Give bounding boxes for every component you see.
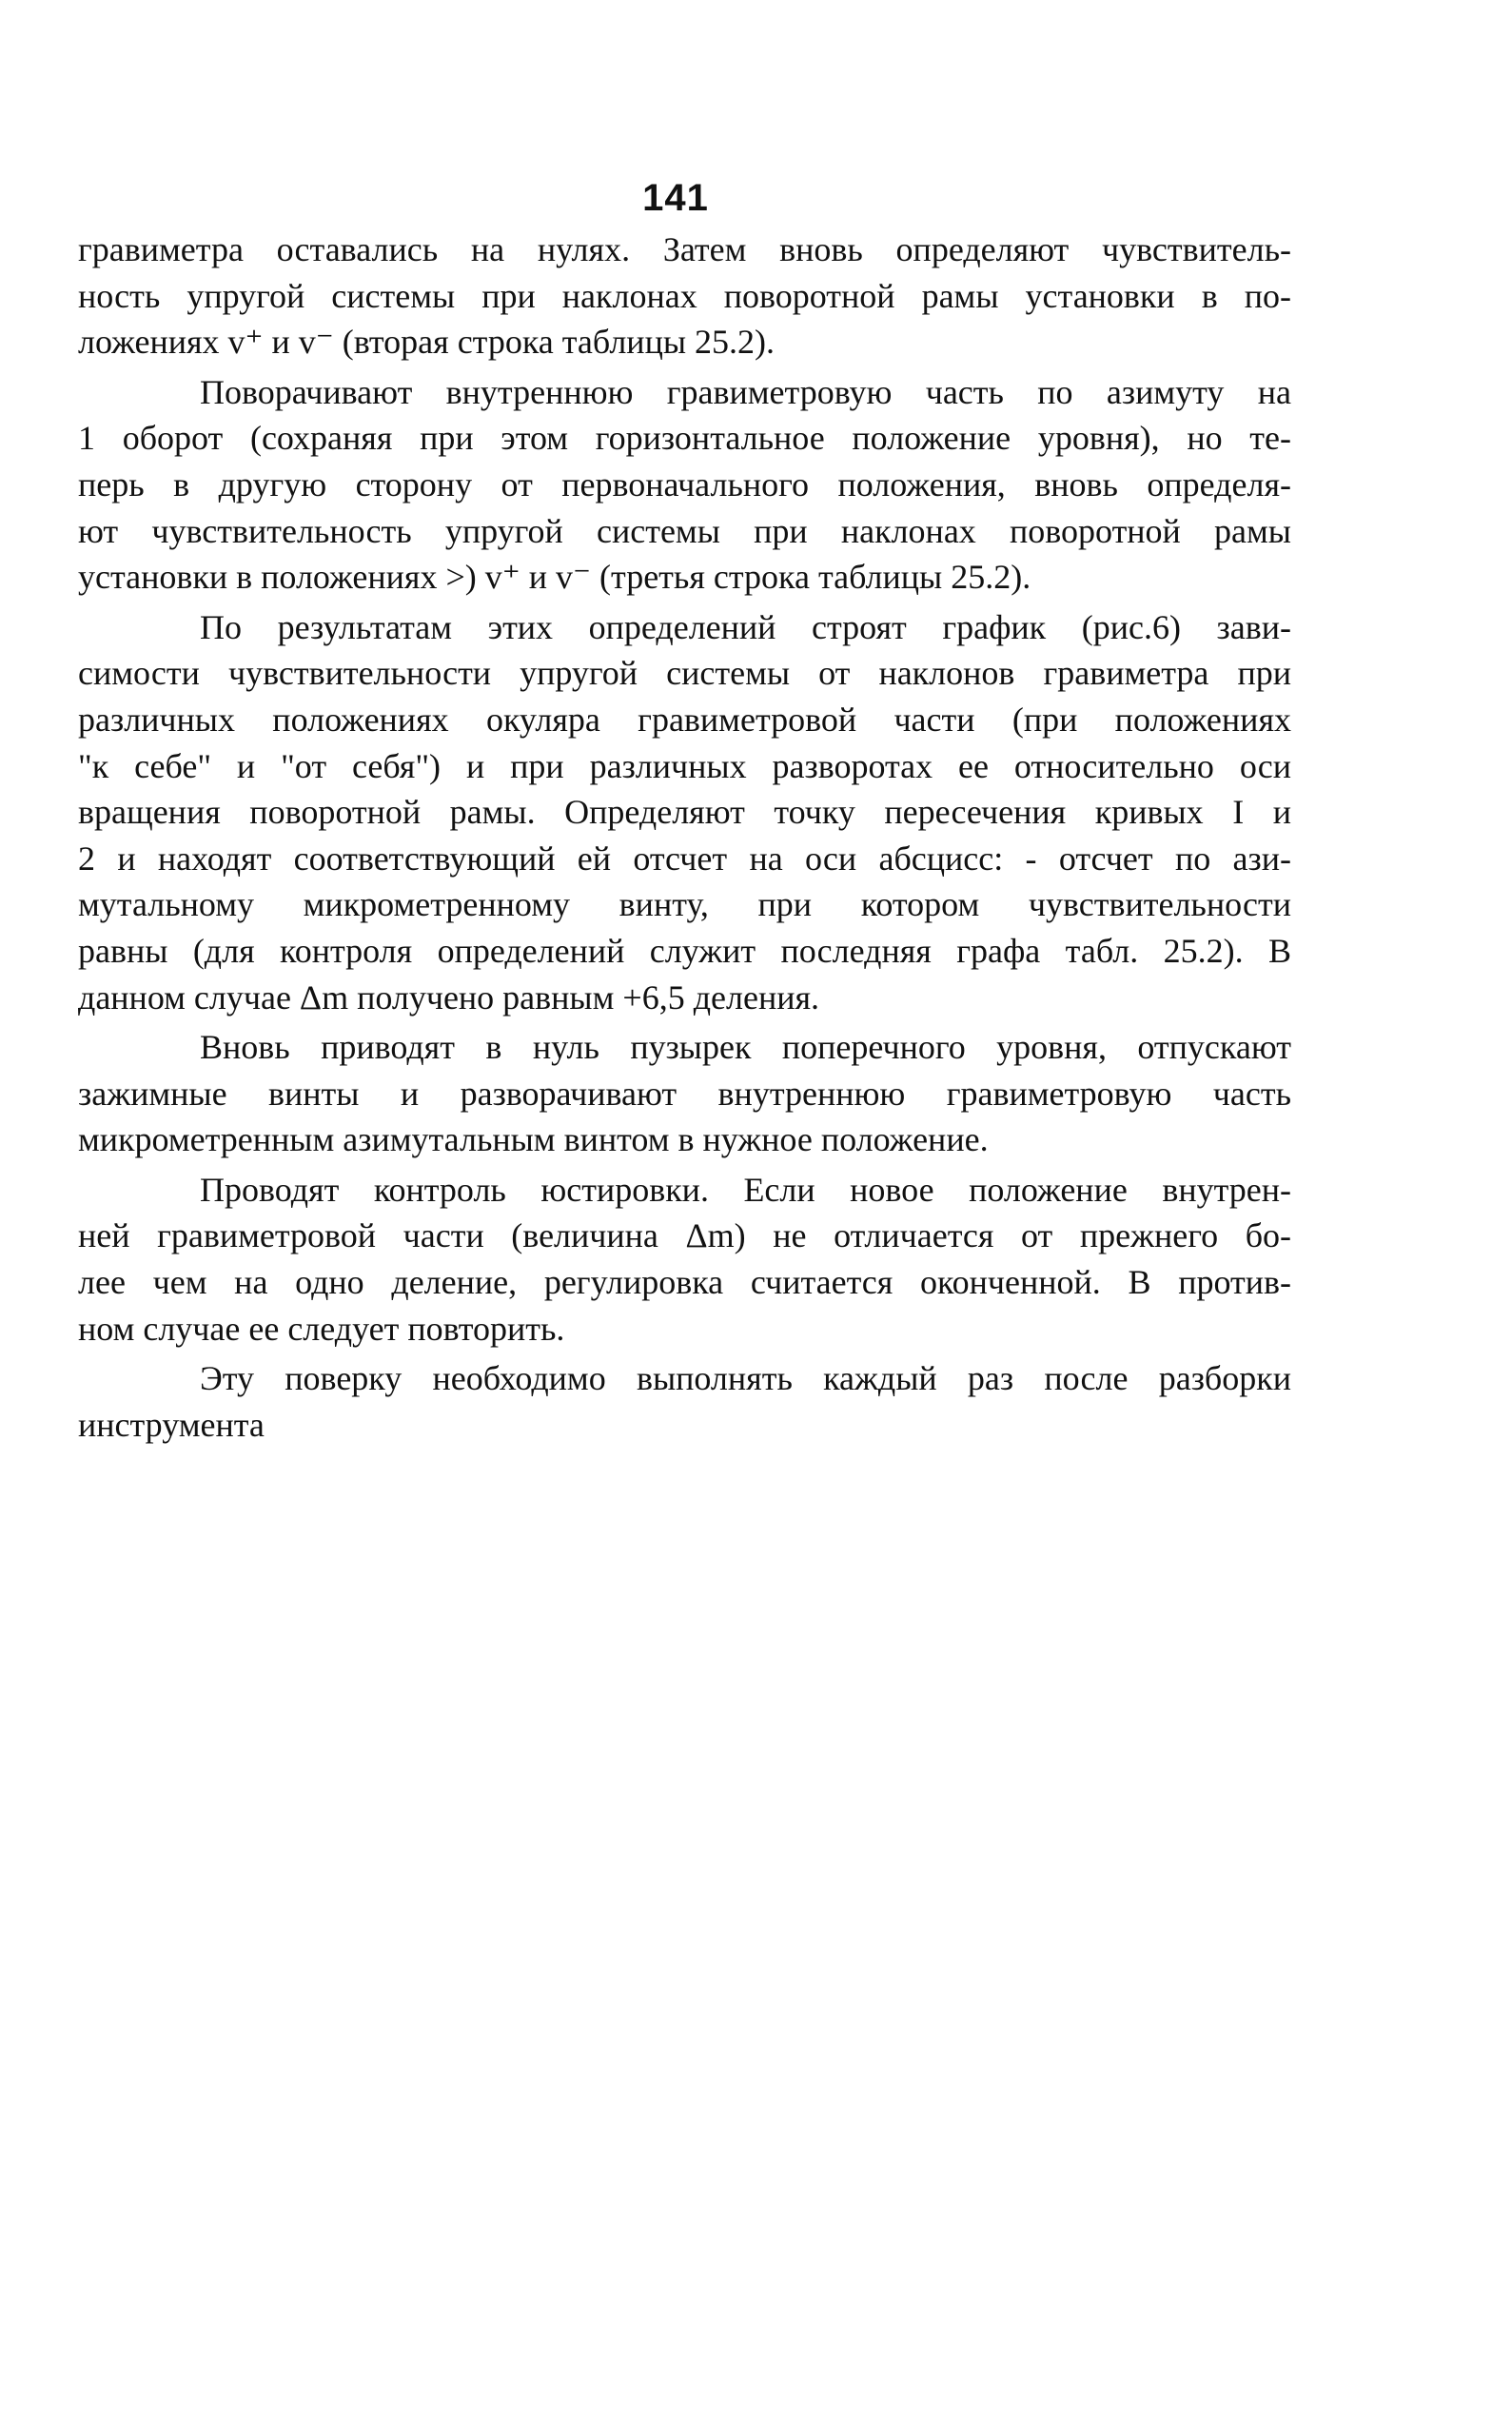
paragraph-5 [78, 1167, 1291, 1352]
text-line: Эту поверку необходимо выполнять каждый раз после разборки [200, 1359, 1291, 1398]
text-line: различных положениях окуляра гравиметровой части (при положениях [78, 700, 1291, 739]
text-line: 2 и находят соответствующий ей отсчет на оси абсцисс: - отсчет по ази- [78, 839, 1291, 878]
text-line: микрометренным азимутальным винтом в нужное положение. [78, 1120, 989, 1159]
text-line: ложениях v⁺ и v⁻ (вторая строка таблицы 25.2). [78, 323, 776, 362]
text-line: равны (для контроля определений служит последняя графа табл. 25.2). В [78, 931, 1291, 970]
text-line: ют чувствительность упругой системы при наклонах поворотной рамы [78, 511, 1291, 550]
text-line: вращения поворотной рамы. Определяют точку пересечения кривых I и [78, 793, 1291, 832]
text-line: перь в другую сторону от первоначального положения, вновь определя- [78, 464, 1291, 504]
paragraph-4 [78, 1024, 1291, 1163]
text-line: симости чувствительности упругой системы от наклонов гравиметра при [78, 654, 1291, 693]
paragraph-6 [78, 1355, 1291, 1448]
paragraph-1 [78, 227, 1291, 365]
text-line: зажимные винты и разворачивают внутреннюю гравиметровую часть [78, 1074, 1291, 1113]
text-line: инструмента [78, 1405, 265, 1444]
text-line: Поворачивают внутреннюю гравиметровую часть по азимуту на [200, 372, 1291, 411]
text-line: данном случае Δm получено равным +6,5 деления. [78, 977, 820, 1017]
text-line: ном случае ее следует повторить. [78, 1309, 565, 1348]
text-line: мутальному микрометренному винту, при котором чувствительности [78, 885, 1291, 924]
text-line: Проводят контроль юстировки. Если новое положение внутрен- [200, 1170, 1291, 1209]
text-line: "к себе" и "от себя") и при различных разворотах ее относительно оси [78, 746, 1291, 785]
body-text [78, 227, 1291, 1448]
text-line: ность упругой системы при наклонах поворотной рамы установки в по- [78, 276, 1291, 315]
text-line: Вновь приводят в нуль пузырек поперечного уровня, отпускают [200, 1028, 1291, 1067]
page-number: 141 [642, 177, 709, 219]
paragraph-3 [78, 604, 1291, 1020]
text-line: лее чем на одно деление, регулировка считается оконченной. В против- [78, 1263, 1291, 1302]
text-line: ней гравиметровой части (величина Δm) не отличается от прежнего бо- [78, 1216, 1291, 1255]
paragraph-2 [78, 369, 1291, 601]
text-line: 1 оборот (сохраняя при этом горизонтальное положение уровня), но те- [78, 419, 1291, 458]
text-line: установки в положениях >) v⁺ и v⁻ (третья строка таблицы 25.2). [78, 558, 1031, 597]
text-line: гравиметра оставались на нулях. Затем вновь определяют чувствитель- [78, 230, 1291, 268]
text-line: По результатам этих определений строят график (рис.6) зави- [200, 607, 1291, 646]
